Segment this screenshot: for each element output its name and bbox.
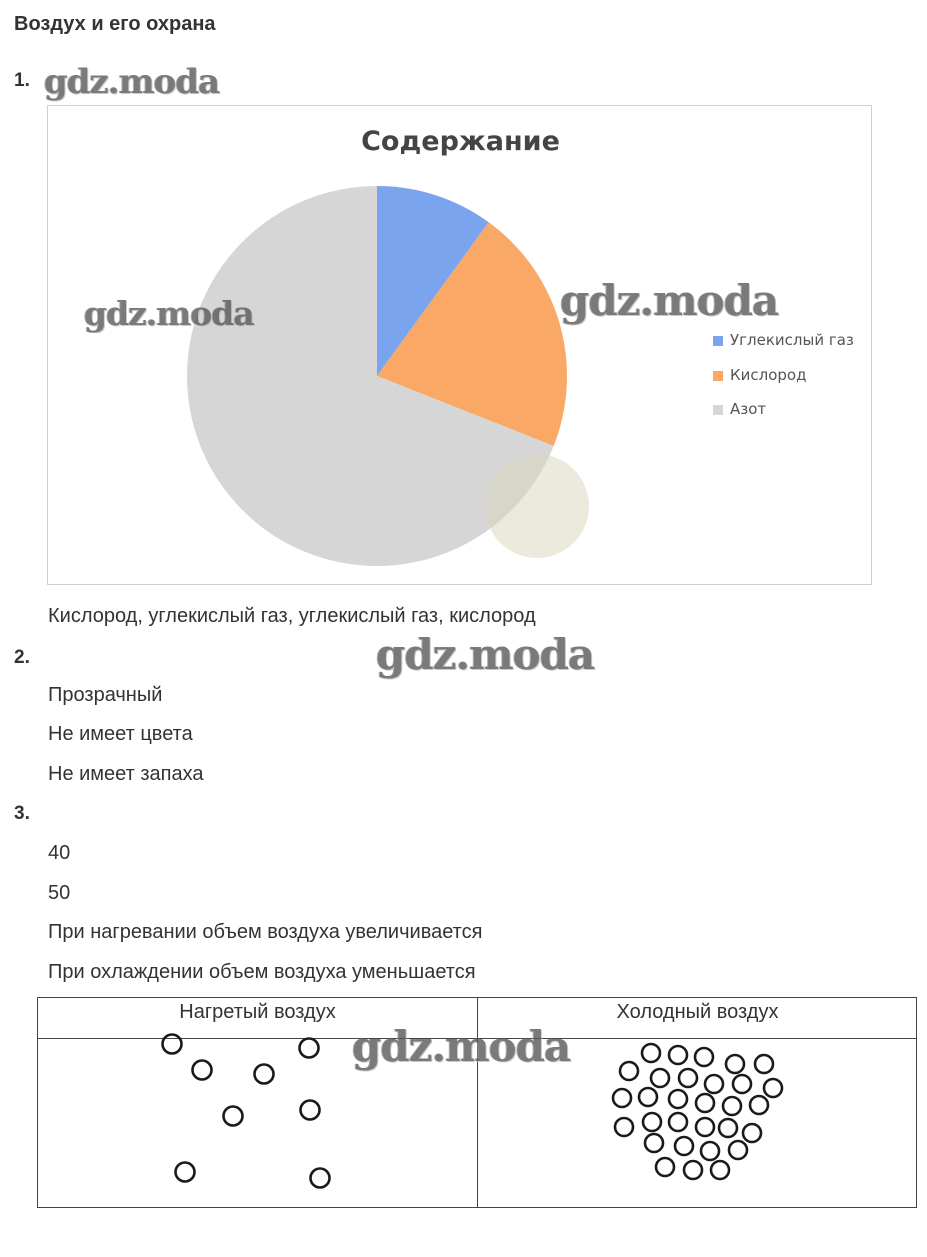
legend-label: Углекислый газ xyxy=(730,331,854,349)
cold-air-particle xyxy=(719,1119,737,1137)
cold-air-particle xyxy=(764,1079,782,1097)
legend-swatch xyxy=(713,371,723,381)
page-title: Воздух и его охрана xyxy=(14,13,216,35)
chart-title: Содержание xyxy=(361,126,560,157)
cold-air-particle xyxy=(743,1124,761,1142)
legend-label: Кислород xyxy=(730,365,807,384)
cold-air-particle xyxy=(656,1158,674,1176)
task-2-line: Не имеет запаха xyxy=(48,763,204,785)
task-2-number: 2. xyxy=(14,647,30,668)
cold-air-particle xyxy=(696,1094,714,1112)
cold-air-particle xyxy=(705,1075,723,1093)
task-3-line: При нагревании объем воздуха увеличивается xyxy=(48,921,483,943)
cold-air-particle xyxy=(643,1113,661,1131)
cold-air-particle xyxy=(615,1118,633,1136)
cold-air-particle xyxy=(696,1118,714,1136)
watermark: gdz.moda xyxy=(352,1022,571,1071)
cold-air-particle xyxy=(729,1141,747,1159)
task-2-line: Не имеет цвета xyxy=(48,723,193,745)
cold-air-particle xyxy=(620,1062,638,1080)
pie-chart xyxy=(47,105,872,585)
hot-air-particle xyxy=(163,1035,182,1054)
watermark: gdz.moda xyxy=(44,62,220,102)
cold-air-particle xyxy=(750,1096,768,1114)
hot-air-particle xyxy=(176,1163,195,1182)
hot-air-particle xyxy=(224,1107,243,1126)
task-1-number: 1. xyxy=(14,70,30,91)
task-2-line: Прозрачный xyxy=(48,684,163,706)
legend-swatch xyxy=(713,336,723,346)
cold-air-particle xyxy=(755,1055,773,1073)
cold-air-particle xyxy=(695,1048,713,1066)
cold-air-particle xyxy=(726,1055,744,1073)
cold-air-particle xyxy=(684,1161,702,1179)
watermark: gdz.moda xyxy=(84,294,254,333)
cold-air-particle xyxy=(669,1113,687,1131)
cold-air-particle xyxy=(701,1142,719,1160)
hot-air-particle xyxy=(311,1169,330,1188)
cold-air-particle xyxy=(645,1134,663,1152)
hot-air-particle xyxy=(193,1061,212,1080)
cold-air-particle xyxy=(679,1069,697,1087)
cold-air-particle xyxy=(669,1090,687,1108)
cold-air-particle xyxy=(669,1046,687,1064)
task-3-line: 50 xyxy=(48,882,71,904)
cold-air-particle xyxy=(651,1069,669,1087)
legend-swatch xyxy=(713,405,723,415)
legend-label: Азот xyxy=(730,400,767,418)
hot-air-particle xyxy=(301,1101,320,1120)
cold-air-particle xyxy=(642,1044,660,1062)
task-3-line: При охлаждении объем воздуха уменьшается xyxy=(48,961,476,983)
cold-air-particle xyxy=(723,1097,741,1115)
hot-air-particle xyxy=(300,1039,319,1058)
task-3-line: 40 xyxy=(48,842,71,864)
watermark: gdz.moda xyxy=(560,276,779,325)
hot-air-particle xyxy=(255,1065,274,1084)
cold-air-particle xyxy=(675,1137,693,1155)
smudge-mark xyxy=(485,454,589,558)
task-3-number: 3. xyxy=(14,803,30,824)
watermark: gdz.moda xyxy=(376,630,595,679)
cold-air-particle xyxy=(613,1089,631,1107)
cold-air-particle xyxy=(711,1161,729,1179)
table-header-hot-air: Нагретый воздух xyxy=(179,1001,336,1023)
table-header-cold-air: Холодный воздух xyxy=(616,1001,779,1023)
task-1-answer: Кислород, углекислый газ, углекислый газ, кислород xyxy=(48,605,536,627)
cold-air-particle xyxy=(733,1075,751,1093)
cold-air-particle xyxy=(639,1088,657,1106)
